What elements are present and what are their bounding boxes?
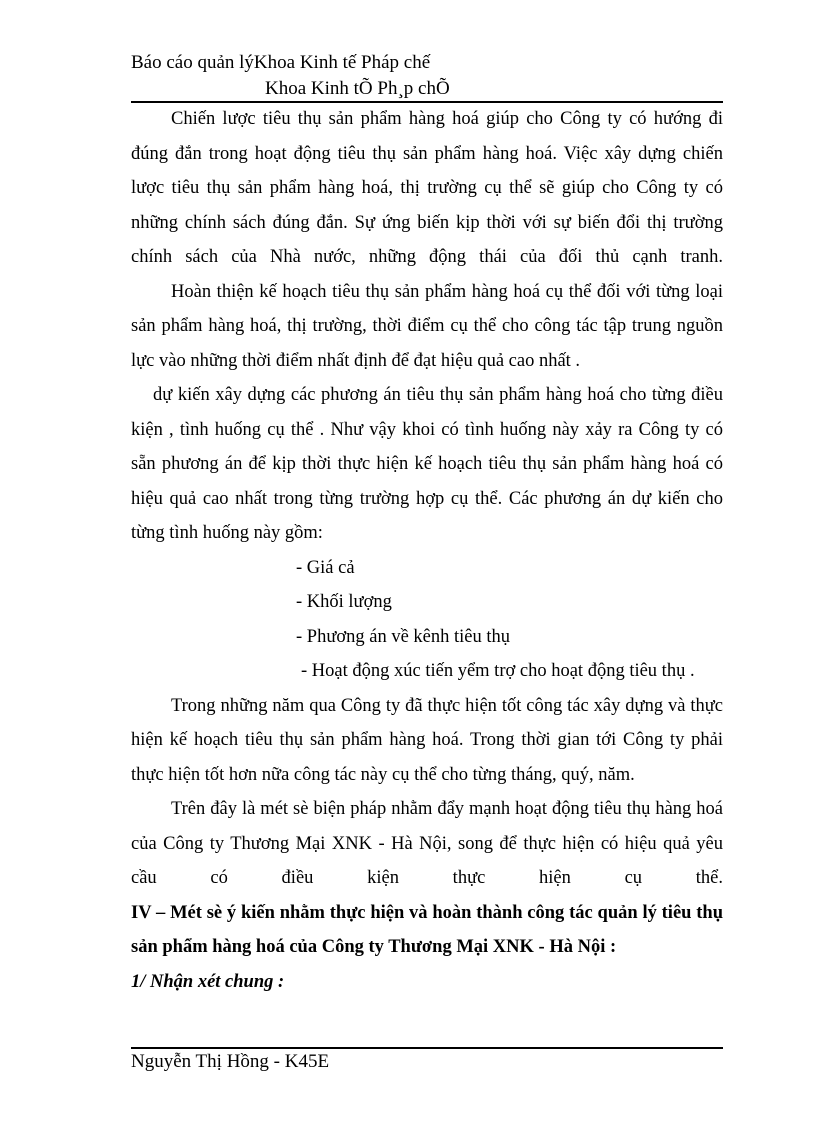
list-item: - Giá cả xyxy=(296,557,355,578)
subsection-heading: 1/ Nhận xét chung : xyxy=(131,971,285,992)
list-item: - Phương án về kênh tiêu thụ xyxy=(296,626,511,647)
running-header: Báo cáo quản lýKhoa Kinh tế Pháp chế xyxy=(131,52,431,73)
paragraph-measures: Trên đây là mét sè biện pháp nhằm đẩy mạnh hoạt động tiêu thụ hàng hoá của Công ty Thương Mại XNK - Hà Nội, song để thực hiện có hiệu quả yêu cầu có điều kiện thực hiện cụ thể. xyxy=(131,799,723,888)
running-footer: Nguyễn Thị Hồng - K45E xyxy=(131,1051,330,1072)
footer-rule xyxy=(131,1047,723,1049)
list-item: - Khối lượng xyxy=(296,592,392,612)
options-list xyxy=(131,551,723,689)
running-header-faculty: Khoa Kinh tÕ Ph¸p chÕ xyxy=(265,78,450,99)
page-body xyxy=(131,102,723,999)
paragraph-strategy: Chiến lược tiêu thụ sản phẩm hàng hoá giúp cho Công ty có hướng đi đúng đắn trong hoạt động tiêu thụ sản phẩm hàng hoá. Việc xây dựng chiến lược tiêu thụ sản phẩm hàng hoá, thị trường cụ thể sẽ giúp cho Công ty có những chính sách đúng đắn. Sự ứng biến kịp thời với sự biến đổi thị trường chính sách của Nhà nước, những động thái của đối thủ cạnh tranh. xyxy=(131,109,723,267)
paragraph-recent-years: Trong những năm qua Công ty đã thực hiện tốt công tác xây dựng và thực hiện kế hoạch tiêu thụ sản phẩm hàng hoá. Trong thời gian tới Công ty phải thực hiện tốt hơn nữa công tác này cụ thể cho từng tháng, quý, năm. xyxy=(131,695,723,785)
section-heading: IV – Mét sè ý kiến nhằm thực hiện và hoàn thành công tác quản lý tiêu thụ sản phẩm hàng hoá của Công ty Thương Mại XNK - Hà Nội : xyxy=(131,902,723,957)
paragraph-options: dự kiến xây dựng các phương án tiêu thụ sản phẩm hàng hoá cho từng điều kiện , tình huống cụ thể . Như vậy khoi có tình huống này xảy ra Công ty có sẵn phương án để kịp thời thực hiện kế hoạch tiêu thụ sản phẩm hàng hoá có hiệu quả cao nhất trong từng trường hợp cụ thể. Các phương án dự kiến cho từng tình huống này gồm: xyxy=(131,385,723,543)
list-item: - Hoạt động xúc tiến yểm trợ cho hoạt động tiêu thụ . xyxy=(301,661,695,681)
paragraph-plan: Hoàn thiện kế hoạch tiêu thụ sản phẩm hàng hoá cụ thể đối với từng loại sản phẩm hàng hoá, thị trường, thời điểm cụ thể cho công tác tập trung nguồn lực vào những thời điểm nhất định để đạt hiệu quả cao nhất . xyxy=(131,281,723,371)
